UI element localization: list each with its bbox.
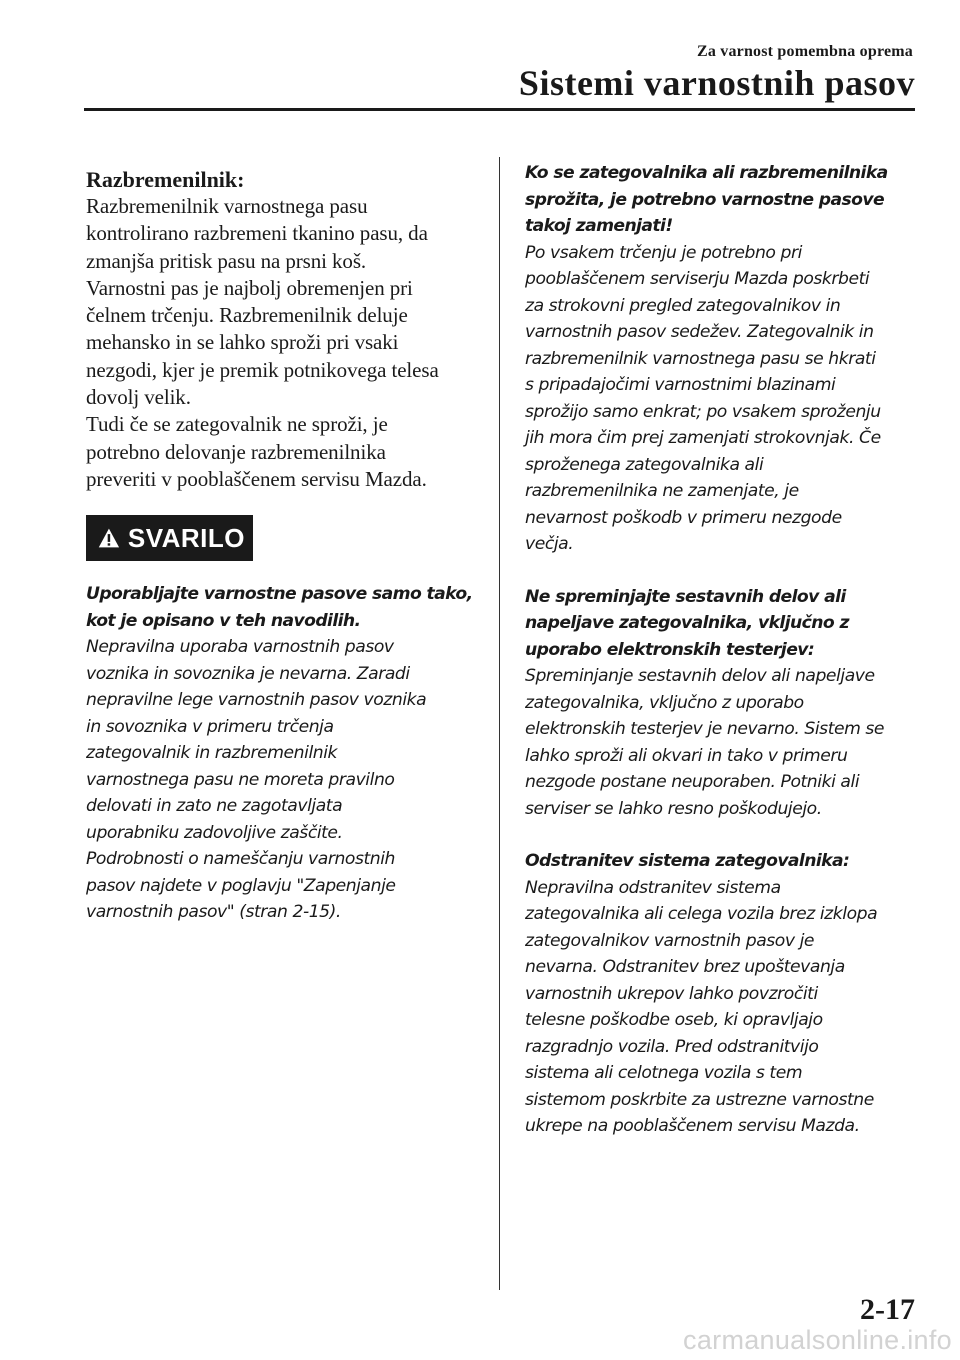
heading-line: Ne spreminjajte sestavnih delov ali (525, 586, 846, 607)
text-line: sistemom poskrbite za ustrezne varnostne (525, 1089, 874, 1110)
text-line: elektronskih testerjev je nevarno. Sistem se (525, 719, 885, 739)
right-column (525, 160, 925, 1140)
warning-block (86, 581, 486, 926)
text-line: Spreminjanje sestavnih delov ali napeljave (525, 666, 875, 686)
section-heading: Razbremenilnik: (86, 167, 245, 192)
paragraph-line: mehansko in se lahko sproži pri vsaki (86, 330, 399, 355)
warning-text-line: pasov najdete v poglavju "Zapenjanje (86, 875, 396, 896)
warning-text-line: varnostnih pasov" (stran 2-15). (86, 902, 341, 923)
text-line: pooblaščenem serviserju Mazda poskrbeti (525, 269, 870, 289)
section-paragraph (86, 193, 486, 493)
warning-heading-line: kot je opisano v teh navodilih. (86, 610, 361, 631)
block-spacer (525, 558, 925, 584)
text-line: jih mora čim prej zamenjati strokovnjak. Če (525, 428, 881, 448)
warning-heading-line: Uporabljajte varnostne pasove samo tako, (86, 584, 473, 605)
text-line: Po vsakem trčenju je potrebno pri (525, 242, 802, 263)
header-rule (84, 108, 915, 111)
text-line: s pripadajočimi varnostnimi blazinami (525, 375, 836, 395)
warning-label: SVARILO (127, 522, 245, 553)
paragraph-line: čelnem trčenju. Razbremenilnik deluje (86, 303, 408, 328)
warning-text (86, 634, 486, 926)
removal-heading (525, 848, 925, 875)
text-line: razbremenilnik varnostnega pasu se hkrati (525, 348, 876, 369)
warning-text-line: Podrobnosti o nameščanju varnostnih (86, 849, 395, 870)
text-line: serviser se lahko resno poškodujejo. (525, 798, 822, 819)
text-line: lahko sproži ali okvari in tako v primeru (525, 745, 848, 766)
text-line: ukrepe na pooblaščenem servisu Mazda. (525, 1116, 860, 1136)
text-line: Nepravilna odstranitev sistema (525, 877, 781, 898)
paragraph-line: kontrolirano razbremeni tkanino pasu, da (86, 221, 428, 246)
paragraph-line: Varnostni pas je najbolj obremenjen pri (86, 275, 413, 300)
watermark: carmanualsonline.info (683, 1325, 952, 1355)
warning-text-line: delovati in zato ne zagotavljata (86, 796, 343, 817)
text-line: razgradnjo vozila. Pred odstranitvijo (525, 1036, 819, 1057)
text-line: nevarnost poškodb v primeru nezgode (525, 507, 842, 528)
paragraph-line: nezgodi, kjer je premik potnikovega telesa (86, 357, 439, 382)
text-line: za strokovni pregled zategovalnikov in (525, 295, 841, 316)
paragraph-line: Tudi če se zategovalnik ne sproži, je (86, 412, 388, 437)
block-spacer (525, 822, 925, 848)
replace-belts-text (525, 240, 925, 558)
warning-text-line: varnostnega pasu ne moreta pravilno (86, 769, 395, 790)
warning-heading (86, 581, 486, 634)
text-line: večja. (525, 534, 574, 554)
column-divider (499, 157, 500, 1290)
text-line: zategovalnikov varnostnih pasov je (525, 930, 815, 951)
replace-belts-heading (525, 160, 925, 240)
text-line: telesne poškodbe oseb, ki opravljajo (525, 1010, 823, 1030)
paragraph-line: Razbremenilnik varnostnega pasu (86, 194, 368, 218)
heading-line: sprožita, je potrebno varnostne pasove (525, 189, 885, 210)
text-line: varnostnih pasov sedežev. Zategovalnik in (525, 322, 874, 342)
left-column (86, 166, 486, 926)
page-title: Sistemi varnostnih pasov (518, 63, 915, 103)
warning-text-line: in sovoznika v primeru trčenja (86, 716, 334, 737)
page-number: 2-17 (860, 1293, 915, 1326)
warning-text-line: voznika in sovoznika je nevarna. Zaradi (86, 663, 410, 684)
text-line: varnostnih ukrepov lahko povzročiti (525, 983, 818, 1004)
heading-line: Ko se zategovalnika ali razbremenilnika (525, 163, 888, 183)
text-line: sistema ali celotnega vozila s tem (525, 1063, 803, 1083)
text-line: sproženega zategovalnika ali (525, 454, 764, 475)
warning-text-line: zategovalnik in razbremenilnik (86, 743, 338, 764)
warning-text-line: uporabniku zadovoljive zaščite. (86, 822, 343, 843)
paragraph-line: zmanjša pritisk pasu na prsni koš. (86, 248, 367, 273)
heading-line: Odstranitev sistema zategovalnika: (525, 851, 850, 871)
heading-line: napeljave zategovalnika, vključno z (525, 613, 849, 633)
header-section-label: Za varnost pomembna oprema (696, 43, 913, 60)
text-line: nezgode postane neuporaben. Potniki ali (525, 772, 860, 792)
text-line: nevarna. Odstranitev brez upoštevanja (525, 957, 845, 977)
removal-text (525, 875, 925, 1140)
paragraph-line: dovolj velik. (86, 385, 191, 410)
warning-text-line: nepravilne lege varnostnih pasov voznika (86, 690, 427, 711)
paragraph-line: preveriti v pooblaščenem servisu Mazda. (86, 466, 427, 491)
warning-badge (86, 515, 253, 561)
text-line: razbremenilnika ne zamenjate, je (525, 481, 799, 501)
text-line: zategovalnika, vključno z uporabo (525, 692, 804, 713)
text-line: zategovalnika ali celega vozila brez izklopa (525, 904, 878, 924)
heading-line: takoj zamenjati! (525, 216, 673, 236)
heading-line: uporabo elektronskih testerjev: (525, 639, 815, 660)
no-modification-heading (525, 584, 925, 664)
no-modification-text (525, 663, 925, 822)
warning-text-line: Nepravilna uporaba varnostnih pasov (86, 637, 394, 658)
warning-triangle-icon (98, 525, 120, 551)
text-line: sprožijo samo enkrat; po vsakem sproženju (525, 401, 881, 422)
paragraph-line: potrebno delovanje razbremenilnika (86, 439, 386, 464)
